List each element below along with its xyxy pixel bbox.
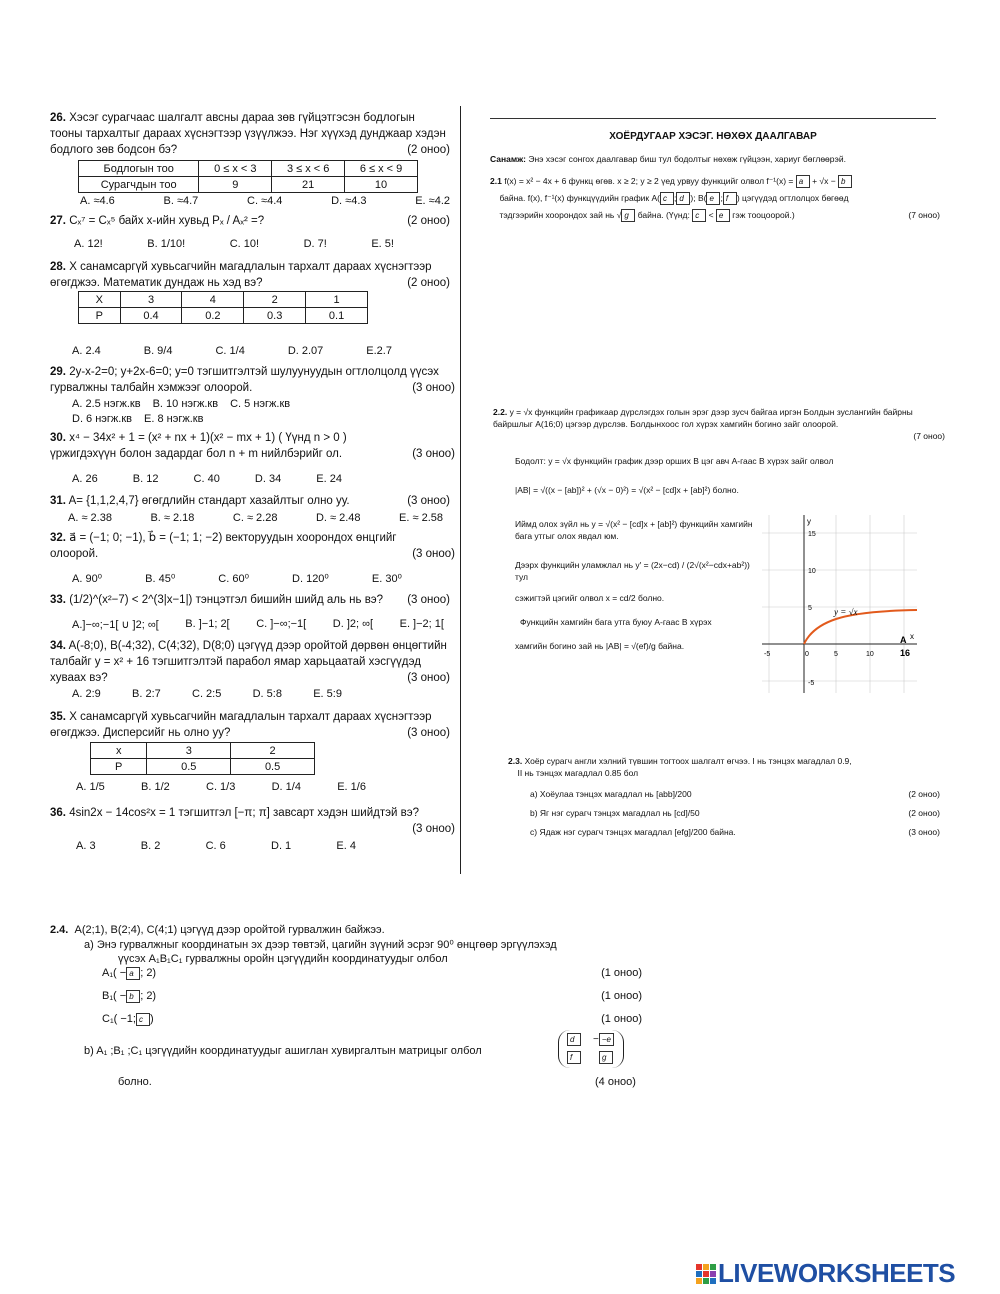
matrix-box-f[interactable]: f — [567, 1051, 581, 1064]
solution-line-5: сэжигтэй цэгийг олвол x = cd/2 болно. — [515, 593, 665, 603]
transformation-matrix — [558, 1030, 624, 1068]
probability-item — [530, 788, 940, 807]
answer-option: B. ≈ 2.18 — [150, 512, 195, 524]
table-cell: x — [91, 743, 147, 759]
part-b-points: (4 оноо) — [595, 1076, 636, 1088]
answer-option: C. 1/4 — [215, 345, 245, 357]
question-31: 31. A= {1,1,2,4,7} өгөгдлийн стандарт хазайлтыг олно уу. (3 оноо) — [50, 495, 450, 507]
answer-option: D. ≈ 2.48 — [315, 512, 361, 524]
q27-options — [74, 238, 394, 250]
y-tick: 15 — [808, 531, 816, 538]
answer-option: C. 5 нэгж.кв — [230, 398, 291, 410]
answer-option: C. 10! — [229, 238, 260, 250]
q28-options — [72, 345, 392, 357]
table-cell: X — [79, 292, 121, 308]
answer-option: A. ≈4.6 — [80, 195, 115, 207]
x-tick: 10 — [866, 651, 874, 658]
table-cell: 2 — [244, 292, 306, 308]
answer-option: E.2.7 — [366, 345, 392, 357]
answer-option: D. 34 — [254, 473, 282, 485]
q35-table — [90, 742, 315, 775]
answer-option: D. ≈4.3 — [331, 195, 367, 207]
table-cell: 0.5 — [231, 759, 315, 775]
table-cell: 1 — [306, 292, 368, 308]
part-b: b) A₁ ;B₁ ;C₁ цэгүүдийн координатуудыг ашиглан хувиргалтын матрицыг олбол — [84, 1045, 482, 1057]
item-points: (2 оноо) — [908, 808, 940, 818]
solution-line-1: Бодолт: y = √x функцийн график дээр орших B цэг авч A-гаас B хүрэх зайг олвол — [515, 456, 834, 466]
answer-option: B. 45⁰ — [145, 573, 176, 585]
answer-option: B. ≈4.7 — [163, 195, 199, 207]
answer-option: C. ≈4.4 — [247, 195, 283, 207]
answer-option: D. ]2; ∞[ — [332, 618, 374, 630]
question-27: 27. Cₓ⁷ = Cₓ⁵ байх x-ийн хувьд Pₓ / Aₓ² =? (2 оноо) — [50, 215, 450, 227]
answer-box-d[interactable]: d — [676, 192, 690, 205]
table-cell: 0 ≤ x < 3 — [199, 161, 272, 177]
question-26: 26. Хэсэг сурагчаас шалгалт авсны дараа зөв гүйцэтгэсэн бодлогын тооны тархалтыг дараах хүснэгтээр үзүүлжээ. Нэг хүүхэд дунджаар хэдэн бодлого зөв бодсон бэ? (2 оноо) — [50, 112, 450, 156]
q29-options — [72, 397, 352, 427]
x-ticks — [764, 648, 910, 658]
y-tick: 10 — [808, 568, 816, 575]
answer-option: B. ]−1; 2[ — [185, 618, 230, 630]
answer-box-a[interactable]: a — [126, 967, 140, 980]
q28-table — [78, 291, 368, 324]
answer-option: D. 1/4 — [271, 781, 301, 793]
matrix-cell-12: − −e — [593, 1033, 614, 1046]
coordinate-rows — [102, 966, 647, 1035]
answer-box-c[interactable]: c — [136, 1013, 150, 1026]
row-points: (1 оноо) — [601, 967, 642, 979]
answer-box-e2[interactable]: e — [716, 209, 730, 222]
solution-line-6: Функцийн хамгийн бага утга буюу А-гаас В хүрэх — [520, 617, 712, 627]
question-34: 34. A(-8;0), B(-4;32), C(4;32), D(8;0) цэгүүд дээр оройтой дөрвөн өнцөгтийн талбайг y = x² + 16 тэгшитгэлтэй парабол ямар харьцаатай хэсгүүдэд хуваах вэ? (3 оноо) — [50, 640, 450, 684]
answer-box-c2[interactable]: c — [692, 209, 706, 222]
answer-box-a[interactable]: a — [796, 175, 810, 188]
answer-option: A. 12! — [74, 238, 103, 250]
table-cell: 21 — [272, 177, 345, 193]
row-points: (1 оноо) — [601, 1013, 642, 1025]
table-cell: Бодлогын тоо — [79, 161, 199, 177]
y-tick: -5 — [808, 680, 815, 687]
answer-option: B. 10 нэгж.кв — [152, 398, 219, 410]
table-cell: 0.3 — [244, 308, 306, 324]
part-a-line-2: үүсэх A₁B₁C₁ гурвалжны оройн цэгүүдийн координатуудыг олбол — [118, 953, 448, 965]
matrix-box-g[interactable]: g — [599, 1051, 613, 1064]
answer-option: A. ≈ 2.38 — [68, 512, 112, 524]
brand-text: LIVEWORKSHEETS — [718, 1258, 956, 1288]
answer-option: C. 2:5 — [192, 688, 222, 700]
question-33: 33. (1/2)^(x²−7) < 2^(3|x−1|) тэнцэтгэл бишийн шийд аль нь вэ? (3 оноо) — [50, 594, 450, 606]
x-axis-label: x — [910, 632, 914, 641]
table-cell: 6 ≤ x < 9 — [345, 161, 418, 177]
table-cell: 4 — [182, 292, 244, 308]
y-tick: 5 — [808, 605, 812, 612]
liveworksheets-logo — [696, 1258, 955, 1289]
table-cell: 3 — [120, 292, 182, 308]
table-cell: 0.5 — [147, 759, 231, 775]
answer-option: A. 2.5 нэгж.кв — [72, 398, 141, 410]
problem-2-1: 2.1 f(x) = x² − 4x + 6 функц өгөв. x ≥ 2; y ≥ 2 үед урвуу функцийг олвол f⁻¹(x) = a + √x − b байна. f(x), f⁻¹(x) функцүүдийн график A( c ; d ); B( e ; f ) цэгүүдэд огтлолцох бөгөөд тэдгээрийн хоорондох зай нь √ g байна. (Үүнд: c < e гэж тооцоорой.) (7 оноо) — [490, 176, 940, 221]
answer-option: D. 2.07 — [287, 345, 324, 357]
q31-options — [68, 512, 443, 524]
answer-option: C. 1/3 — [206, 781, 236, 793]
answer-option: C. 60⁰ — [218, 573, 249, 585]
item-text: c) Ядаж нэг сурагч тэнцэх магадлал [efg]/200 байна. — [530, 827, 736, 837]
answer-box-g[interactable]: g — [621, 209, 635, 222]
question-29: 29. 2y-x-2=0; y+2x-6=0; y=0 тэгшитгэлтэй шулуунуудын огтлолцолд үүсэх гурвалжны талбайн хэмжээг олоорой. (3 оноо) — [50, 366, 455, 394]
answer-option: A. 2.4 — [72, 345, 101, 357]
table-cell: 0.2 — [182, 308, 244, 324]
answer-option: A. 3 — [76, 840, 96, 852]
sqrt-graph — [762, 515, 917, 693]
table-row — [79, 308, 368, 324]
x-tick: -5 — [764, 651, 771, 658]
answer-box-e[interactable]: e — [706, 192, 720, 205]
coordinate-text: B₁( − b ; 2) — [102, 990, 157, 1002]
point-a-label: A — [900, 635, 907, 645]
answer-box-b[interactable]: b — [126, 990, 140, 1003]
answer-option: A.]−∞;−1[ ∪ ]2; ∞[ — [72, 619, 159, 631]
answer-box-b[interactable]: b — [838, 175, 852, 188]
x-tick: 16 — [900, 648, 911, 658]
problem-2-2: 2.2. y = √x функцийн графикаар дүрслэгдэх голын эрэг дээр зусч байгаа иргэн Болдын зуслангийн байрны байршлыг А(16;0) цэгээр дүрслэв. Болдынхоос гол хүрэх хамгийн богино зайг олоорой. (7 оноо) — [493, 407, 945, 441]
answer-option: C. 6 — [205, 840, 226, 852]
table-cell: 0.4 — [120, 308, 182, 324]
y-ticks — [808, 531, 816, 687]
q34-options — [72, 688, 342, 700]
answer-option: A. 1/5 — [76, 781, 105, 793]
answer-option: D. 5:8 — [252, 688, 282, 700]
table-cell: 2 — [231, 743, 315, 759]
q32-options — [72, 572, 402, 585]
matrix-box-e[interactable]: −e — [599, 1033, 614, 1046]
question-32: 32. a⃗ = (−1; 0; −1), b⃗ = (−1; 1; −2) векторуудын хоорондох өнцгийг олоорой. (3 оноо) — [50, 532, 455, 560]
part-b-end: болно. — [118, 1076, 152, 1088]
q26-table — [78, 160, 418, 193]
q35-options — [76, 781, 366, 793]
question-30: 30. x⁴ − 34x² + 1 = (x² + nx + 1)(x² − mx + 1) ( Үүнд n > 0 ) үржигдэхүүн болон задардаг бол n + m нийлбэрийг ол. (3 оноо) — [50, 432, 455, 460]
item-points: (3 оноо) — [908, 827, 940, 837]
solution-line-4: Дээрх функцийн уламжлал нь y′ = (2x−cd) / (2√(x²−cdx+ab²)) тул — [515, 560, 750, 582]
answer-option: E. 24 — [316, 473, 342, 485]
x-tick: 5 — [834, 651, 838, 658]
answer-option: A. 90⁰ — [72, 573, 103, 585]
answer-option: E. ≈ 2.58 — [399, 512, 443, 524]
coordinate-text: C₁( −1; c ) — [102, 1013, 154, 1025]
question-28: 28. X санамсаргүй хувьсагчийн магадлалын тархалт дараах хүснэгтээр өгөгджээ. Математик дундаж нь хэд вэ? (2 оноо) — [50, 261, 450, 289]
answer-option: B. 1/2 — [141, 781, 170, 793]
answer-option: C. ]−∞;−1[ — [256, 618, 307, 630]
y-axis-label: y — [807, 517, 811, 526]
section-heading: ХОЁРДУГААР ХЭСЭГ. НӨХӨХ ДААЛГАВАР — [609, 131, 817, 142]
answer-option: E. ≈4.2 — [415, 195, 450, 207]
column-divider — [460, 106, 461, 874]
answer-box-f[interactable]: f — [723, 192, 737, 205]
table-row — [79, 177, 418, 193]
solution-line-2: |AB| = √((x − [ab])² + (√x − 0)²) = √(x² − [cd]x + [ab]²) болно. — [515, 485, 739, 495]
problem-2-3: 2.3. Хоёр сурагч англи хэлний түвшин тогтоох шалгалт өгчээ. I нь тэнцэх магадлал 0.9, II нь тэнцэх магадлал 0.85 бол — [508, 756, 852, 778]
answer-option: A. 26 — [72, 473, 98, 485]
heading-rule — [490, 118, 936, 119]
answer-option: D. 120⁰ — [292, 573, 329, 585]
question-35: 35. X санамсаргүй хувьсагчийн магадлалын тархалт дараах хүснэгтээр өгөгджээ. Дисперсийг нь олно уу? (3 оноо) — [50, 711, 450, 739]
table-row — [91, 759, 315, 775]
answer-option: C. ≈ 2.28 — [232, 512, 278, 524]
answer-option: A. 2:9 — [72, 688, 101, 700]
probability-item — [530, 807, 940, 826]
answer-option: B. 1/10! — [147, 238, 186, 250]
table-cell: 9 — [199, 177, 272, 193]
row-points: (1 оноо) — [601, 990, 642, 1002]
item-points: (2 оноо) — [908, 789, 940, 799]
table-cell: 10 — [345, 177, 418, 193]
logo-icon — [696, 1264, 716, 1284]
coordinate-row — [102, 989, 647, 1012]
table-row — [91, 743, 315, 759]
answer-option: D. 6 нэгж.кв — [72, 413, 133, 425]
answer-option: B. 12 — [132, 473, 159, 485]
answer-option: E. 4 — [336, 840, 356, 852]
q30-options — [72, 473, 342, 485]
q26-options — [80, 195, 450, 207]
coordinate-row — [102, 966, 647, 989]
answer-option: E. 30⁰ — [371, 573, 402, 585]
table-row — [79, 292, 368, 308]
curve-label: y = √x — [834, 607, 858, 617]
problem-2-4: 2.4. A(2;1), B(2;4), C(4;1) цэгүүд дээр оройтой гурвалжин байжээ. — [50, 924, 385, 936]
table-row — [79, 161, 418, 177]
answer-option: E. 5! — [371, 238, 394, 250]
item-text: a) Хоёулаа тэнцэх магадлал нь [abb]/200 — [530, 789, 692, 799]
answer-option: D. 1 — [271, 840, 292, 852]
answer-box-c[interactable]: c — [660, 192, 674, 205]
probability-item — [530, 826, 940, 845]
table-cell: 0.1 — [306, 308, 368, 324]
x-tick: 0 — [805, 651, 809, 658]
note: Санамж: Энэ хэсэг сонгох даалгавар биш тул бодолтыг нөхөж гүйцээн, хариуг бөглөөрэй. — [490, 154, 846, 164]
q33-options — [72, 618, 444, 631]
table-cell: P — [79, 308, 121, 324]
answer-option: B. 2:7 — [132, 688, 161, 700]
answer-option: E. 8 нэгж.кв — [144, 413, 204, 425]
coordinate-text: A₁( − a ; 2) — [102, 967, 157, 979]
q36-options — [76, 840, 356, 852]
answer-option: E. 5:9 — [313, 688, 342, 700]
answer-option: D. 7! — [303, 238, 327, 250]
problem-2-3-items — [530, 788, 940, 845]
item-text: b) Яг нэг сурагч тэнцэх магадлал нь [cd]/50 — [530, 808, 700, 818]
graph-grid — [762, 515, 917, 693]
matrix-box-d[interactable]: d — [567, 1033, 581, 1046]
answer-option: C. 40 — [193, 473, 220, 485]
part-a-line-1: а) Энэ гурвалжныг координатын эх дээр төвтэй, цагийн зүүний эсрэг 90⁰ өнцгөөр эргүүлэхэд — [84, 939, 557, 951]
solution-line-7: хамгийн богино зай нь |AB| = √(ef)/g байна. — [515, 641, 685, 651]
table-cell: 3 — [147, 743, 231, 759]
table-cell: P — [91, 759, 147, 775]
table-cell: 3 ≤ x < 6 — [272, 161, 345, 177]
question-36: 36. 4sin2x − 14cos²x = 1 тэгшитгэл [−π; π] завсарт хэдэн шийдтэй вэ? (3 оноо) — [50, 807, 455, 835]
answer-option: E. 1/6 — [337, 781, 366, 793]
answer-option: E. ]−2; 1[ — [399, 618, 444, 630]
answer-option: B. 2 — [140, 840, 161, 852]
answer-option: B. 9/4 — [143, 345, 173, 357]
solution-line-3: Иймд олох зүйл нь y = √(x² − [cd]x + [ab]²) функцийн хамгийн бага утгыг олох явдал юм. — [515, 519, 753, 541]
table-cell: Сурагчдын тоо — [79, 177, 199, 193]
